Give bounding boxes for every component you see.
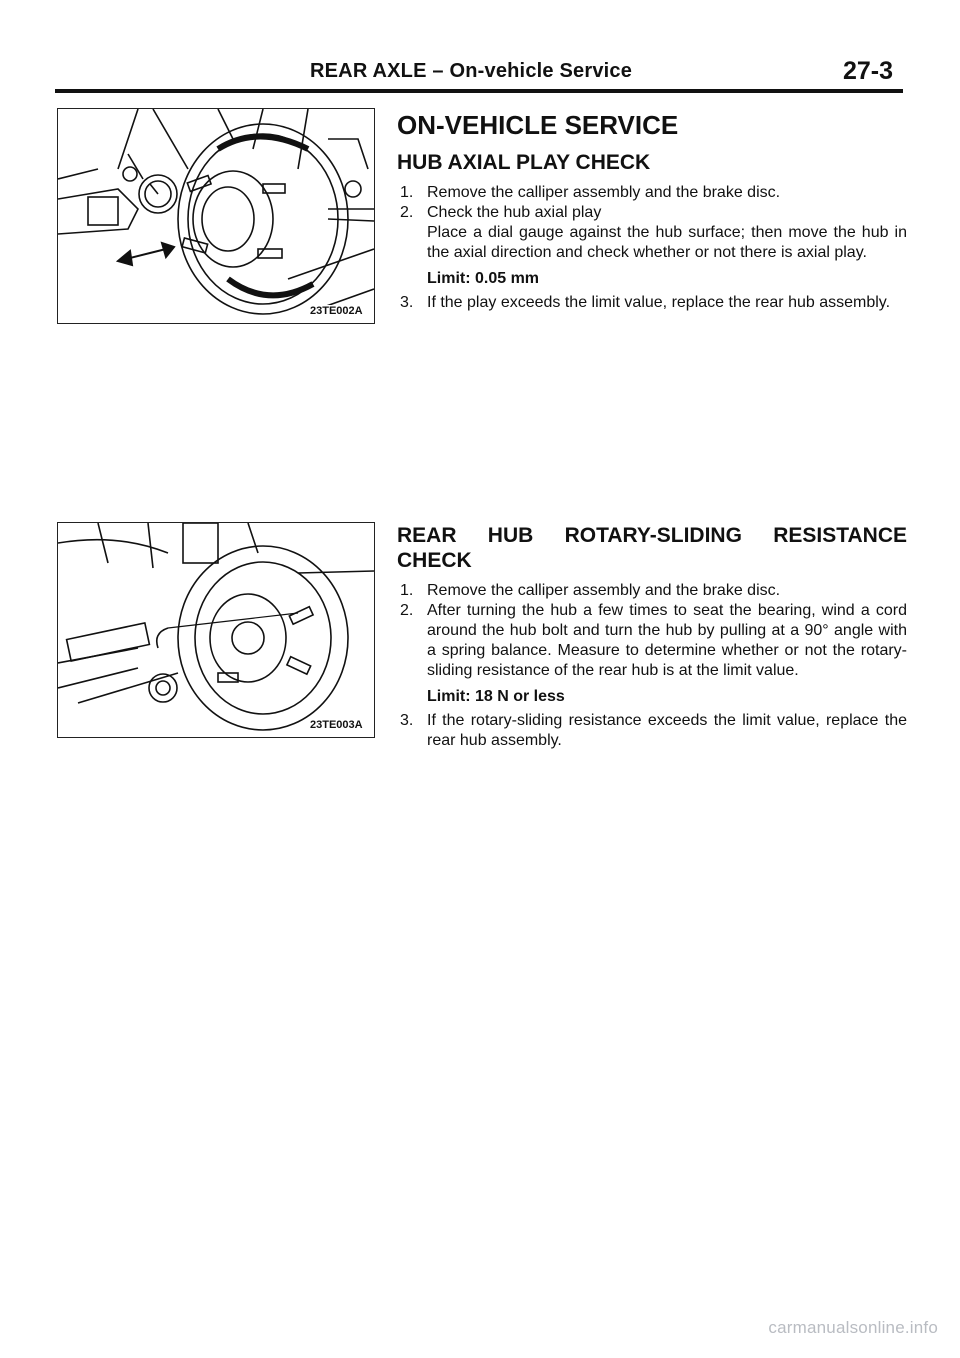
step-number: 1. [400, 184, 414, 201]
limit-value: Limit: 0.05 mm [427, 270, 540, 287]
section-on-vehicle-service [397, 110, 907, 313]
step-text: If the play exceeds the limit value, replace the rear hub assembly. [427, 294, 891, 311]
page-header [0, 0, 960, 90]
section-title: ON-VEHICLE SERVICE [397, 110, 679, 140]
rotary-sliding-title-line1: REAR HUB ROTARY-SLIDING RESISTANCE [397, 524, 907, 547]
step-number: 2. [400, 204, 414, 221]
step-2 [397, 203, 907, 289]
step-text: Remove the calliper assembly and the brake disc. [427, 184, 781, 201]
figure-code: 23TE002A [310, 305, 363, 317]
step-3 [397, 293, 907, 313]
step-number: 1. [400, 582, 414, 599]
step-text: After turning the hub a few times to seat the bearing, wind a cord around the hub bolt and turn the hub by pulling at a 90° angle with a spring balance. Measure to determine whether or not the rotary-sliding resistance of the rear hub is at the limit value. [427, 602, 907, 679]
section-rotary-sliding [397, 523, 907, 751]
hub-axial-play-title: HUB AXIAL PLAY CHECK [397, 151, 651, 174]
page-number: 27-3 [843, 57, 894, 85]
figure-code: 23TE003A [310, 719, 363, 731]
rotary-sliding-title-line2: CHECK [397, 549, 472, 572]
figure-hub-axial-play [57, 108, 375, 324]
step-2 [397, 601, 907, 707]
watermark-link[interactable]: carmanualsonline.info [768, 1318, 938, 1337]
step-3 [397, 711, 907, 751]
step-text: Remove the calliper assembly and the brake disc. [427, 582, 781, 599]
step-1 [397, 183, 907, 203]
step-number: 2. [400, 602, 414, 619]
spring-balance-illustration [58, 523, 374, 737]
hub-dial-gauge-illustration [58, 109, 374, 323]
step-text: If the rotary-sliding resistance exceeds the limit value, replace the rear hub assembly. [427, 712, 907, 749]
step-text: Place a dial gauge against the hub surface; then move the hub in the axial direction and check whether or not there is axial play. [427, 224, 907, 261]
step-number: 3. [400, 712, 414, 729]
figure-rotary-sliding [57, 522, 375, 738]
step-number: 3. [400, 294, 414, 311]
step-1 [397, 581, 907, 601]
header-rule [55, 89, 903, 93]
step-text: Check the hub axial play [427, 204, 602, 221]
limit-value: Limit: 18 N or less [427, 688, 565, 705]
header-title: REAR AXLE – On-vehicle Service [310, 60, 633, 82]
